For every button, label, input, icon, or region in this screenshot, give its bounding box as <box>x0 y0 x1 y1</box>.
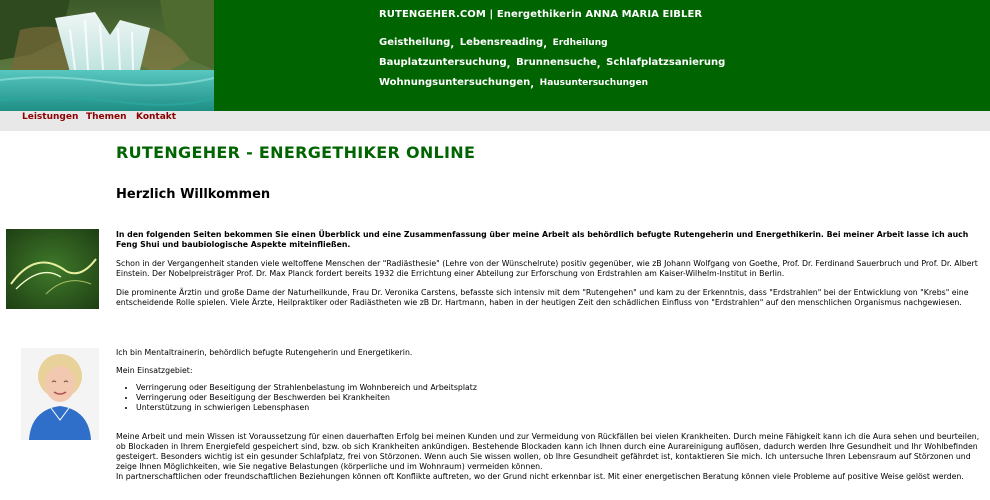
site-header <box>0 0 990 111</box>
header-title: RUTENGEHER.COM | Energethikerin ANNA MARIA EIBLER <box>379 9 703 20</box>
einsatz-list <box>116 383 477 413</box>
intro-paragraph: In den folgenden Seiten bekommen Sie einen Überblick und eine Zusammenfassung über meine Arbeit als behördlich befugte Rutengeherin und Energethikerin. Bei meiner Arbeit lasse ich auch Feng Shui und baubiologische Aspekte miteinfließen. <box>116 230 969 249</box>
separator: , <box>530 79 535 90</box>
list-item: • Unterstützung in schwierigen Lebensphasen <box>136 403 477 413</box>
nav-item-themen[interactable]: Themen <box>86 112 127 122</box>
separator: , <box>506 59 511 70</box>
service-erdheilung[interactable]: Erdheilung <box>552 38 608 48</box>
about-paragraph: Ich bin Mentaltrainerin, behördlich befugte Rutengeherin und Energetikerin. <box>116 348 413 357</box>
separator: , <box>450 39 455 50</box>
history-paragraph: Schon in der Vergangenheit standen viele weltoffene Menschen der "Radiästhesie" (Lehre von der Wünschelrute) positiv gegenüber, wie zB Johann Wolfgang von Goethe, Prof. Dr. Ferdinand Sauerbruch und Prof. Dr. Albert Einstein. Der Nobelpreisträger Prof. Dr. Max Planck fordert bereits 1932 die Errichtung einer Abteilung zur Erforschung von Erdstrahlen am Kaiser-Wilhelm-Institut in Berlin. <box>116 259 978 278</box>
list-item: • Verringerung oder Beseitigung der Beschwerden bei Krankheiten <box>136 393 477 403</box>
service-bauplatzuntersuchung[interactable]: Bauplatzuntersuchung <box>379 57 507 68</box>
header-services-line-2 <box>379 50 725 69</box>
service-brunnensuche[interactable]: Brunnensuche <box>516 57 597 68</box>
partner-paragraph: In partnerschaftlichen oder freundschaftlichen Beziehungen können oft Konflikte auftreten, wo der Grund nicht erkennbar ist. Mit einer energetischen Beratung können viele Probleme auf positive Weise gelöst werden. <box>116 472 964 481</box>
dowsing-rod-image <box>6 229 99 309</box>
carstens-paragraph: Die prominente Ärztin und große Dame der Naturheilkunde, Frau Dr. Veronika Carstens, befasste sich intensiv mit dem "Rutengehen" und kam zu der Erkenntnis, dass "Erdstrahlen" bei der Entwicklung von "Krebs" eine entscheidende Rolle spielen. Viele Ärzte, Heilpraktiker oder Radiästheten wie zB Dr. Hartmann, haben in der heutigen Zeit den schädlichen Einfluss von "Erdstrahlen" auf den menschlichen Organismus nachgewiesen. <box>116 288 969 307</box>
welcome-heading: Herzlich Willkommen <box>116 187 271 202</box>
nav-item-leistungen[interactable]: Leistungen <box>22 112 79 122</box>
waterfall-hero-image <box>0 0 214 111</box>
header-services-line-3 <box>379 70 648 89</box>
page-title: RUTENGEHER - ENERGETHIKER ONLINE <box>116 143 476 162</box>
nav-item-kontakt[interactable]: Kontakt <box>136 112 177 122</box>
service-lebensreading[interactable]: Lebensreading <box>459 37 544 48</box>
separator: , <box>543 39 548 50</box>
separator: , <box>596 59 601 70</box>
header-services-line-1 <box>379 30 608 49</box>
service-geistheilung[interactable]: Geistheilung <box>379 37 451 48</box>
portrait-image <box>21 348 99 440</box>
service-schlafplatzsanierung[interactable]: Schlafplatzsanierung <box>606 57 726 68</box>
service-hausuntersuchungen[interactable]: Hausuntersuchungen <box>539 78 648 88</box>
nav-bar <box>0 111 990 131</box>
list-item: • Verringerung oder Beseitigung der Strahlenbelastung im Wohnbereich und Arbeitsplatz <box>136 383 477 393</box>
work-paragraph: Meine Arbeit und mein Wissen ist Voraussetzung für einen dauerhaften Erfolg bei meinen Kunden und zur Vermeidung von Rückfällen bei vielen Krankheiten. Durch meine Fähigkeit kann ich die Aura sehen und beurteilen, ob Blockaden in Ihrem Energiefeld gespeichert sind, bzw. ob sich Krankheiten ankündigen. Bestehende Blockaden kann ich Ihnen durch eine Aurareinigung auflösen, dadurch werden Ihre Gesundheit und Ihr Wohlbefinden gesteigert. Besonders wichtig ist ein gesunder Schlafplatz, frei von Störzonen. Wenn auch Sie wissen wollen, ob Ihre Gesundheit gefährdet ist, kontaktieren Sie mich. Ich untersuche Ihren Lebensraum auf Störzonen und zeige Ihnen Möglichkeiten, wie Sie negative Belastungen (körperliche und im Wohnraum) vermeiden können. <box>116 432 980 471</box>
service-wohnungsuntersuchungen[interactable]: Wohnungsuntersuchungen <box>379 77 531 88</box>
einsatz-label: Mein Einsatzgebiet: <box>116 366 193 375</box>
